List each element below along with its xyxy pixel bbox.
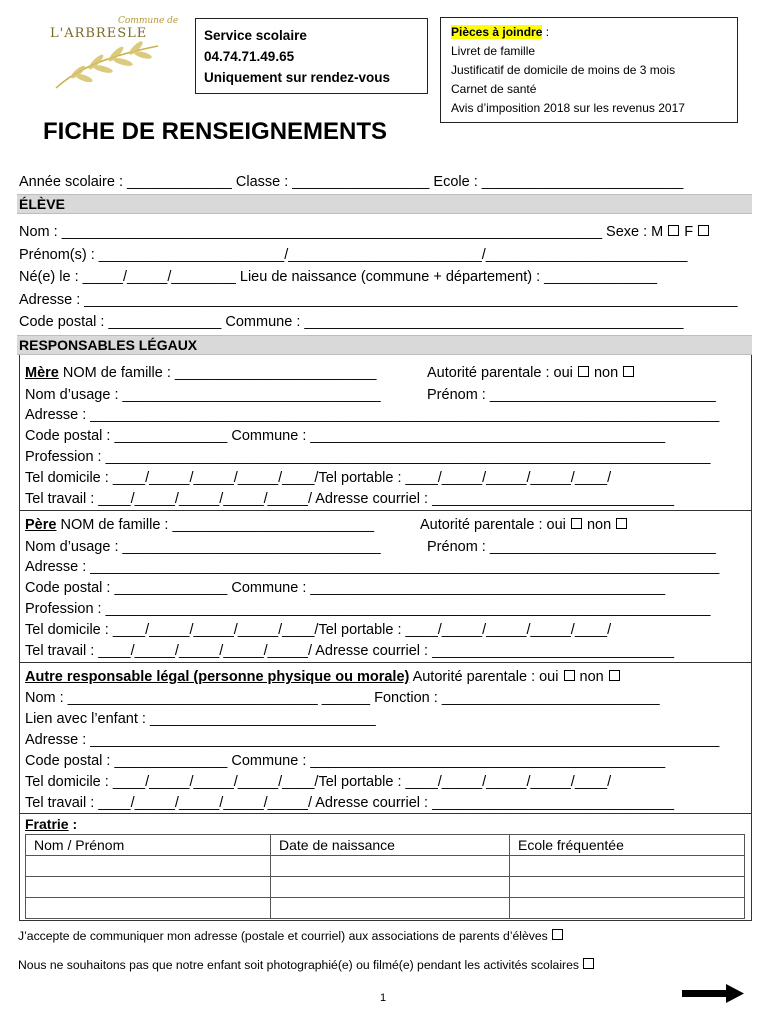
autre-adresse-line[interactable]: Adresse : ______________________________________________________________________________ [25, 732, 720, 748]
table-header-cell: Nom / Prénom [26, 835, 271, 856]
table-cell[interactable] [26, 898, 271, 919]
mere-non-text: non [589, 365, 623, 381]
section-eleve-header: ÉLÈVE [17, 194, 752, 214]
autre-non-text: non [575, 669, 608, 685]
consent-photo-line[interactable] [18, 958, 595, 972]
mere-nom-line[interactable] [25, 364, 377, 382]
checkbox-icon[interactable] [564, 670, 575, 681]
logo-commune-text: Commune de [118, 16, 179, 26]
eleve-nom-line[interactable] [19, 223, 710, 241]
leaf-logo-icon [48, 38, 163, 93]
fratrie-label: Fratrie [25, 816, 69, 832]
pieces-item: Avis d’imposition 2018 sur les revenus 2017 [451, 101, 685, 115]
eleve-birth-line[interactable]: Né(e) le : _____/_____/________ Lieu de naissance (commune + département) : ______________ [19, 269, 658, 285]
table-row [26, 856, 745, 877]
pere-profession-line[interactable]: Profession : ___________________________________________________________________________ [25, 601, 711, 617]
pere-cp-line[interactable]: Code postal : ______________ Commune : ____________________________________________ [25, 580, 666, 596]
table-header-row [26, 835, 745, 856]
pere-autorite-text: Autorité parentale : oui [420, 517, 570, 533]
pieces-item: Livret de famille [451, 44, 536, 58]
mere-profession-line[interactable]: Profession : ___________________________________________________________________________ [25, 449, 711, 465]
consent-photo-text: Nous ne souhaitons pas que notre enfant soit photographié(e) ou filmé(e) pendant les activités scolaires [18, 958, 583, 972]
checkbox-icon[interactable] [668, 225, 679, 236]
table-cell[interactable] [271, 898, 510, 919]
pieces-item: Justificatif de domicile de moins de 3 mois [451, 63, 676, 77]
fratrie-heading [25, 815, 77, 833]
consent-address-line[interactable] [18, 929, 564, 943]
autre-cp-line[interactable]: Code postal : ______________ Commune : ____________________________________________ [25, 753, 666, 769]
next-page-arrow-icon [682, 983, 744, 1010]
table-cell[interactable] [510, 877, 745, 898]
table-header-cell: Date de naissance [271, 835, 510, 856]
mere-autorite-text: Autorité parentale : oui [427, 365, 577, 381]
service-title: Service scolaire [204, 28, 307, 43]
table-cell[interactable] [510, 856, 745, 877]
pieces-item: Carnet de santé [451, 82, 537, 96]
divider [20, 510, 751, 511]
mere-nom-usage-line[interactable]: Nom d’usage : ________________________________ [25, 387, 381, 403]
mere-nom-famille: NOM de famille : _________________________ [58, 365, 377, 381]
checkbox-icon[interactable] [609, 670, 620, 681]
commune-logo [40, 10, 179, 90]
checkbox-icon[interactable] [552, 929, 563, 940]
divider [20, 662, 751, 663]
sexe-f-label: F [680, 224, 698, 240]
pere-label: Père [25, 517, 57, 533]
service-appointment-note: Uniquement sur rendez-vous [204, 70, 391, 85]
table-cell[interactable] [26, 877, 271, 898]
autre-tel-domicile-line[interactable]: Tel domicile : ____/_____/_____/_____/____/Tel portable : ____/_____/_____/_____/____/ [25, 774, 612, 790]
autre-nom-line[interactable]: Nom : _______________________________ ______ Fonction : ___________________________ [25, 690, 660, 706]
checkbox-icon[interactable] [698, 225, 709, 236]
logo-name: L'ARBRESLE [50, 26, 148, 41]
eleve-adresse-line[interactable]: Adresse : _________________________________________________________________________________ [19, 292, 738, 308]
service-phone: 04.74.71.49.65 [204, 49, 295, 64]
pere-nom-famille: NOM de famille : _________________________ [56, 517, 375, 533]
section-responsables-header: RESPONSABLES LÉGAUX [17, 335, 752, 355]
mere-prenom-line[interactable]: Prénom : ____________________________ [427, 387, 716, 403]
page-number: 1 [380, 992, 387, 1004]
mere-cp-line[interactable]: Code postal : ______________ Commune : ____________________________________________ [25, 428, 666, 444]
pere-adresse-line[interactable]: Adresse : ______________________________________________________________________________ [25, 559, 720, 575]
table-cell[interactable] [26, 856, 271, 877]
consent-address-text: J’accepte de communiquer mon adresse (postale et courriel) aux associations de parents d’élèves [18, 929, 552, 943]
school-year-class-line[interactable]: Année scolaire : _____________ Classe : _________________ Ecole : _________________________ [19, 174, 684, 190]
eleve-cp-line[interactable]: Code postal : ______________ Commune : _______________________________________________ [19, 314, 684, 330]
eleve-prenoms-line[interactable]: Prénom(s) : _______________________/________________________/_________________________ [19, 247, 688, 263]
pieces-heading: Pièces à joindre [451, 25, 543, 39]
eleve-nom-text: Nom : ___________________________________________________________________ Sexe : M [19, 224, 664, 240]
table-cell[interactable] [510, 898, 745, 919]
fratrie-table [25, 834, 745, 919]
autre-tel-travail-line[interactable]: Tel travail : ____/_____/_____/_____/_____/ Adresse courriel : ______________________________ [25, 795, 675, 811]
mere-label: Mère [25, 365, 59, 381]
service-scolaire-box [195, 18, 428, 94]
checkbox-icon[interactable] [571, 518, 582, 529]
checkbox-icon[interactable] [578, 366, 589, 377]
checkbox-icon[interactable] [583, 958, 594, 969]
divider [20, 813, 751, 814]
checkbox-icon[interactable] [616, 518, 627, 529]
mere-autorite-line[interactable] [427, 364, 635, 382]
checkbox-icon[interactable] [623, 366, 634, 377]
mere-tel-travail-line[interactable]: Tel travail : ____/_____/_____/_____/_____/ Adresse courriel : ______________________________ [25, 491, 675, 507]
table-row [26, 877, 745, 898]
pere-non-text: non [582, 517, 616, 533]
pieces-heading-row [451, 23, 727, 42]
table-cell[interactable] [271, 856, 510, 877]
pere-prenom-line[interactable]: Prénom : ____________________________ [427, 539, 716, 555]
pieces-a-joindre-box [440, 17, 738, 123]
mere-tel-domicile-line[interactable]: Tel domicile : ____/_____/_____/_____/____/Tel portable : ____/_____/_____/_____/____/ [25, 470, 612, 486]
pere-nom-usage-line[interactable]: Nom d’usage : ________________________________ [25, 539, 381, 555]
table-row [26, 898, 745, 919]
page-title: FICHE DE RENSEIGNEMENTS [43, 118, 388, 145]
autre-label: Autre responsable légal (personne physique ou morale) [25, 669, 410, 685]
pieces-heading-suffix: : [542, 25, 550, 39]
autre-lien-line[interactable]: Lien avec l’enfant : ____________________________ [25, 711, 376, 727]
pere-nom-line[interactable] [25, 516, 374, 534]
pere-tel-travail-line[interactable]: Tel travail : ____/_____/_____/_____/_____/ Adresse courriel : ______________________________ [25, 643, 675, 659]
mere-adresse-line[interactable]: Adresse : ______________________________________________________________________________ [25, 407, 720, 423]
autre-header-line[interactable] [25, 668, 621, 686]
table-header-cell: Ecole fréquentée [510, 835, 745, 856]
autre-autorite-text: Autorité parentale : oui [409, 669, 563, 685]
fratrie-label-suffix: : [68, 816, 78, 832]
pere-autorite-line[interactable] [420, 516, 628, 534]
pere-tel-domicile-line[interactable]: Tel domicile : ____/_____/_____/_____/____/Tel portable : ____/_____/_____/_____/____/ [25, 622, 612, 638]
table-cell[interactable] [271, 877, 510, 898]
